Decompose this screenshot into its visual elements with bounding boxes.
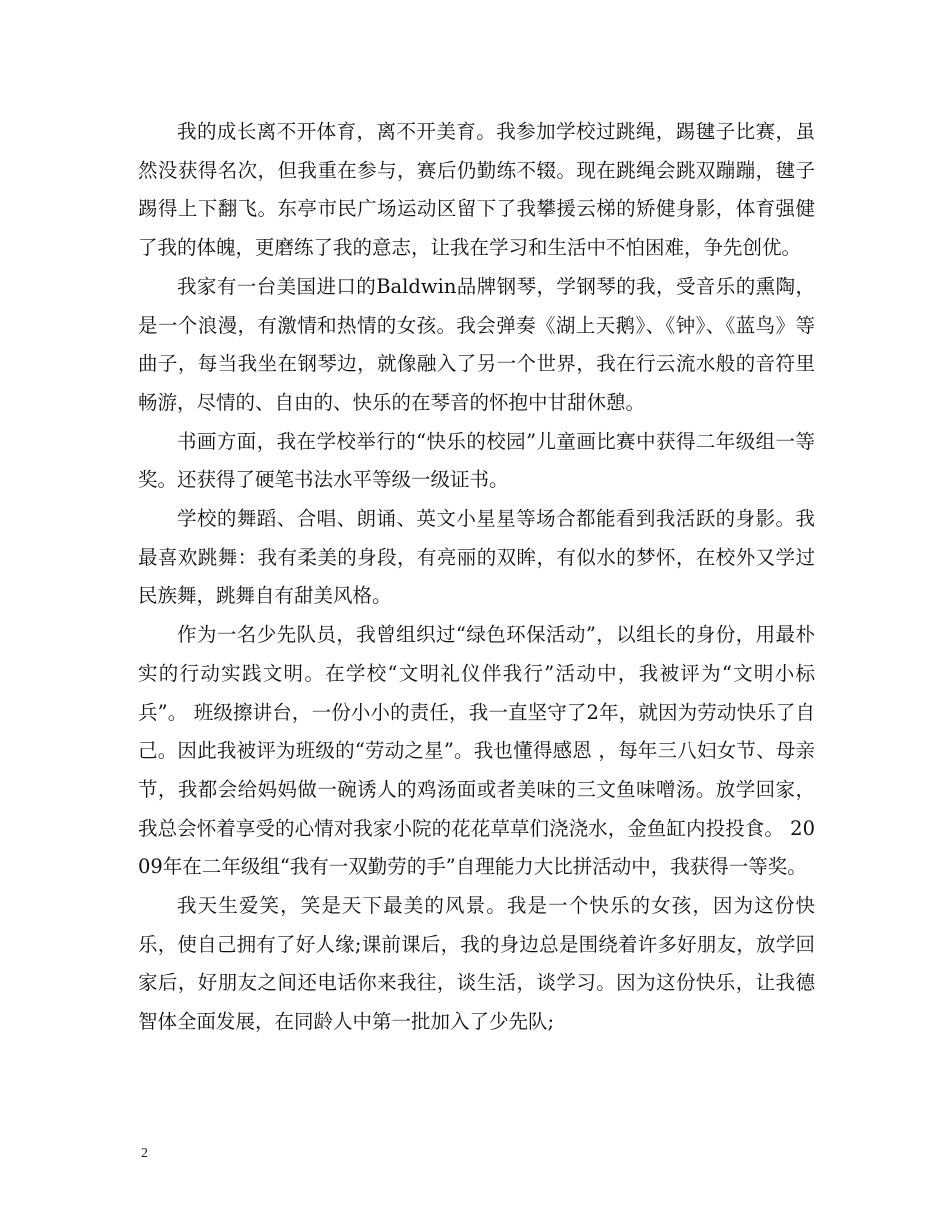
paragraph-sports: 我的成长离不开体育，离不开美育。我参加学校过跳绳，踢毽子比赛，虽然没获得名次，但我重在参与，赛后仍勤练不辍。现在跳绳会跳双蹦蹦，毽子踢得上下翻飞。东亭市民广场运动区留下了我攀援云梯的矫健身影，体育强健了我的体魄，更磨练了我的意志，让我在学习和生活中不怕困难，争先创优。: [138, 120, 815, 260]
paragraph-dance: 学校的舞蹈、合唱、朗诵、英文小星星等场合都能看到我活跃的身影。我最喜欢跳舞：我有柔美的身段，有亮丽的双眸，有似水的梦怀，在校外又学过民族舞，跳舞自有甜美风格。: [138, 507, 815, 608]
paragraph-piano: 我家有一台美国进口的Baldwin品牌钢琴，学钢琴的我，受音乐的熏陶，是一个浪漫，有激情和热情的女孩。我会弹奏《湖上天鹅》、《钟》、《蓝鸟》等曲子，每当我坐在钢琴边，就像融入了另一个世界，我在行云流水般的音符里畅游，尽情的、自由的、快乐的在琴音的怀抱中甘甜休憩。: [138, 274, 815, 414]
paragraph-smile: 我天生爱笑，笑是天下最美的风景。我是一个快乐的女孩，因为这份快乐，使自己拥有了好人缘;课前课后，我的身边总是围绕着许多好朋友，放学回家后，好朋友之间还电话你来我往，谈生活，谈学习。因为这份快乐，让我德智体全面发展，在同龄人中第一批加入了少先队;: [138, 894, 815, 1034]
body-text: [138, 113, 815, 1042]
paragraph-painting: 书画方面，我在学校举行的“快乐的校园”儿童画比赛中获得二年级组一等奖。还获得了硬笔书法水平等级一级证书。: [138, 429, 815, 492]
paragraph-young-pioneer: 作为一名少先队员，我曾组织过“绿色环保活动”，以组长的身份，用最朴实的行动实践文明。在学校“文明礼仪伴我行”活动中，我被评为“文明小标兵”。 班级擦讲台，一份小小的责任，我一直坚守了2年，就因为劳动快乐了自己。因此我被评为班级的“劳动之星”。我也懂得感恩 ，每年三八妇女节、母亲节，我都会给妈妈做一碗诱人的鸡汤面或者美味的三文鱼味噌汤。放学回家，我总会怀着享受的心情对我家小院的花花草草们浇浇水，金鱼缸内投投食。 2009年在二年级组“我有一双勤劳的手”自理能力大比拼活动中，我获得一等奖。: [138, 623, 815, 879]
page-number: 2: [141, 1146, 148, 1161]
